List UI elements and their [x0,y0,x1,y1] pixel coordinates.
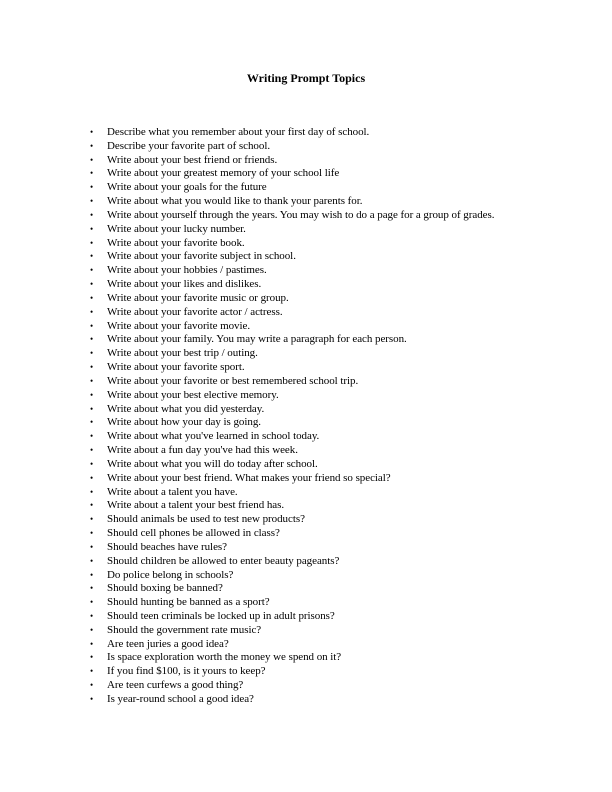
list-item [90,347,590,361]
list-item-text: Are teen curfews a good thing? [107,679,244,692]
list-item [90,693,590,707]
list-item [90,638,590,652]
list-item [90,333,590,347]
list-item-text: Write about what you would like to thank your parents for. [107,195,363,208]
page-title: Writing Prompt Topics [246,71,366,85]
bullet-icon: • [90,680,94,691]
list-item [90,541,590,555]
bullet-icon: • [90,362,94,373]
bullet-icon: • [90,154,94,165]
list-item-text: Write about your best friend. What makes your friend so special? [107,471,391,484]
bullet-icon: • [90,693,94,704]
list-item-text: Describe what you remember about your first day of school. [107,126,370,138]
list-item [90,582,590,596]
bullet-icon: • [90,500,94,511]
list-item-text: Is year-round school a good idea? [107,692,254,705]
list-item-text: Describe your favorite part of school. [107,139,271,152]
list-item-text: Write about your favorite subject in school. [107,250,296,263]
list-item-text: Write about what you've learned in school today. [107,430,320,443]
list-item [90,237,590,251]
bullet-icon: • [90,569,94,580]
bullet-icon: • [90,528,94,539]
list-item [90,361,590,375]
bullet-icon: • [90,610,94,621]
bullet-icon: • [90,403,94,414]
list-item [90,430,590,444]
list-item-text: Are teen juries a good idea? [107,637,229,650]
bullet-icon: • [90,445,94,456]
bullet-icon: • [90,251,94,262]
list-item [90,306,590,320]
bullet-icon: • [90,265,94,276]
list-item [90,320,590,334]
bullet-icon: • [90,652,94,663]
list-item-text: Write about your favorite music or group. [107,291,289,304]
bullet-icon: • [90,127,94,137]
bullet-icon: • [90,196,94,207]
list-item-text: Do police belong in schools? [107,568,234,581]
bullet-icon: • [90,182,94,193]
list-item-text: Write about your likes and dislikes. [107,278,262,291]
bullet-icon: • [90,431,94,442]
bullet-icon: • [90,597,94,608]
list-item-text: Write about your best trip / outing. [107,347,258,360]
list-item-text: If you find $100, is it yours to keep? [107,665,266,678]
list-item [90,209,590,223]
list-item-text: Write about your goals for the future [107,181,267,194]
bullet-icon: • [90,348,94,359]
list-item [90,679,590,693]
bullet-icon: • [90,209,94,220]
list-item-text: Write about a talent you have. [107,485,238,498]
list-item-text: Write about your best friend or friends. [107,153,278,166]
list-item [90,416,590,430]
list-item-text: Should hunting be banned as a sport? [107,596,270,609]
list-item-text: Should boxing be banned? [107,582,223,595]
bullet-icon: • [90,320,94,331]
bullet-icon: • [90,472,94,483]
bullet-icon: • [90,375,94,386]
list-item-text: Write about your favorite sport. [107,361,245,374]
list-item [90,610,590,624]
list-item [90,444,590,458]
list-item [90,527,590,541]
list-item [90,403,590,417]
prompt-list [90,126,590,707]
bullet-icon: • [90,168,94,179]
list-item [90,472,590,486]
list-item-text: Write about a fun day you've had this week. [107,444,298,457]
list-item-text: Write about your lucky number. [107,222,246,235]
list-item-text: Write about your family. You may write a paragraph for each person. [107,333,407,346]
list-item-text: Is space exploration worth the money we spend on it? [107,651,342,664]
list-item-text: Write about your favorite actor / actress. [107,305,283,318]
list-item [90,154,590,168]
list-item [90,292,590,306]
bullet-icon: • [90,638,94,649]
bullet-icon: • [90,334,94,345]
bullet-icon: • [90,458,94,469]
list-item [90,264,590,278]
bullet-icon: • [90,541,94,552]
list-item-text: Should the government rate music? [107,623,262,636]
list-item-text: Should animals be used to test new products? [107,513,305,526]
list-item-text: Should children be allowed to enter beauty pageants? [107,554,340,567]
list-item [90,223,590,237]
bullet-icon: • [90,292,94,303]
list-item [90,513,590,527]
bullet-icon: • [90,583,94,594]
list-item-text: Write about your hobbies / pastimes. [107,264,267,277]
list-item-text: Should teen criminals be locked up in adult prisons? [107,609,335,622]
list-item [90,126,590,140]
list-item [90,596,590,610]
list-item [90,167,590,181]
list-item [90,250,590,264]
list-item [90,140,590,154]
bullet-icon: • [90,514,94,525]
bullet-icon: • [90,306,94,317]
bullet-icon: • [90,417,94,428]
list-item [90,278,590,292]
list-item-text: Write about your favorite or best remembered school trip. [107,374,359,387]
list-item [90,195,590,209]
list-item [90,181,590,195]
list-item [90,665,590,679]
list-item-text: Write about your best elective memory. [107,388,279,401]
bullet-icon: • [90,140,94,151]
list-item-text: Write about your favorite movie. [107,319,251,332]
list-item-text: Should beaches have rules? [107,540,227,553]
list-item [90,389,590,403]
bullet-icon: • [90,486,94,497]
bullet-icon: • [90,389,94,400]
list-item-text: Write about what you did yesterday. [107,402,265,415]
list-item-text: Write about your greatest memory of your school life [107,167,340,180]
list-item [90,555,590,569]
bullet-icon: • [90,237,94,248]
bullet-icon: • [90,223,94,234]
list-item [90,375,590,389]
list-item-text: Write about what you will do today after school. [107,457,318,470]
list-item-text: Write about yourself through the years. You may wish to do a page for a group of grades. [107,208,495,221]
list-item [90,499,590,513]
list-item [90,624,590,638]
list-item [90,651,590,665]
list-item-text: Write about how your day is going. [107,416,261,429]
list-item-text: Write about your favorite book. [107,236,245,249]
bullet-icon: • [90,624,94,635]
bullet-icon: • [90,279,94,290]
list-item-text: Should cell phones be allowed in class? [107,527,280,540]
list-item [90,486,590,500]
list-item-text: Write about a talent your best friend has. [107,499,285,512]
list-item [90,458,590,472]
bullet-icon: • [90,666,94,677]
list-item [90,569,590,583]
bullet-icon: • [90,555,94,566]
